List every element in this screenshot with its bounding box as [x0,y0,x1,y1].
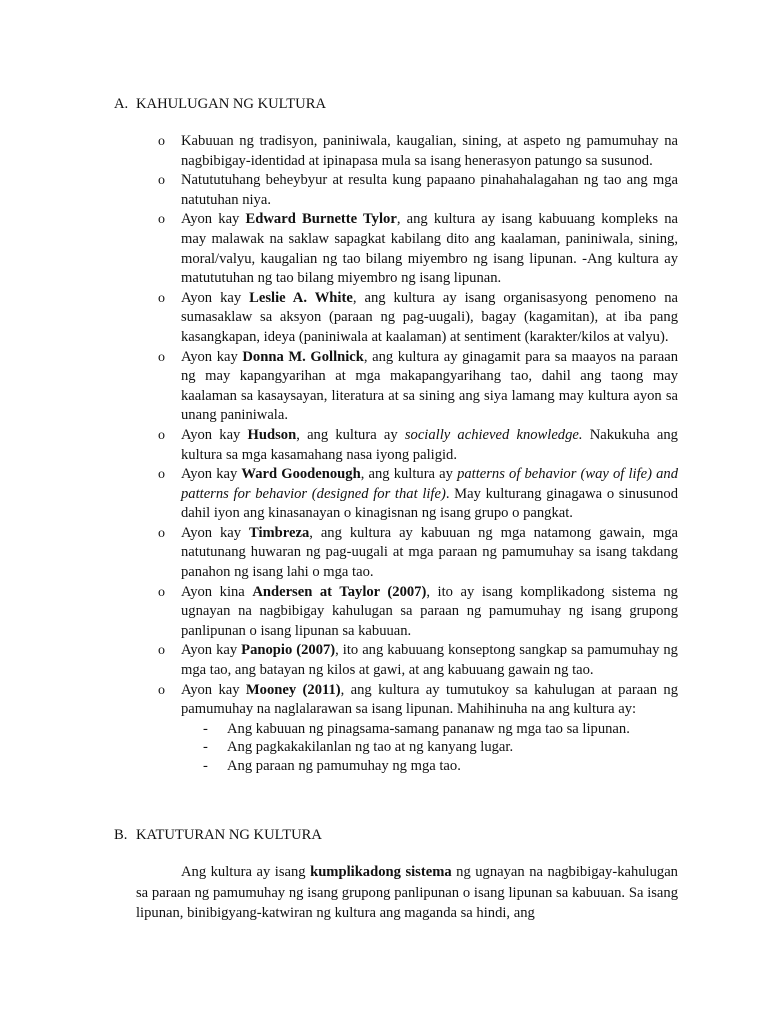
section-b-heading [114,825,322,845]
section-a-title: KAHULUGAN NG KULTURA [136,96,326,112]
text-run: , ang kultura ay tumutukoy sa kahulugan at paraan ng pamumuhay na naglalarawan sa isang lipunan. Mahihinuha na ang kultura ay: [181,681,678,718]
bold-text: Andersen at Taylor (2007) [252,583,427,600]
list-item [158,348,678,426]
text-run: Ayon kay [181,426,248,443]
text-run: Ayon kay [181,211,246,228]
list-item [158,681,678,776]
bold-text: Leslie A. White [249,289,353,306]
definitions-list [158,132,678,775]
list-item [158,641,678,680]
circle-bullet-icon: o [158,525,165,541]
text-run: Ayon kay [181,642,242,659]
circle-bullet-icon: o [158,682,165,698]
bold-text: Hudson [247,426,297,443]
section-b-letter: B. [114,827,128,843]
circle-bullet-icon: o [158,427,165,443]
text-run: , ito ay isang komplikadong sistema ng ugnayan na nagbibigay kahulugan sa paraan ng pamumuhay ng isang grupong panlipunan o isang lipunan sa kabuuan. [181,583,678,639]
list-item [158,426,678,465]
text-run: Ayon kay [181,681,246,698]
sub-list-item [203,738,678,757]
list-item [158,465,678,524]
text-run: Ayon kay [181,289,250,306]
italic-text: socially achieved knowledge. [404,426,583,443]
sub-list-item [203,720,678,739]
bold-text: Edward Burnette Tylor [245,211,397,228]
sub-list [181,720,678,776]
text-run: , ito ang kabuuang konseptong sangkap sa pamumuhay ng mga tao, ang batayan ng kilos at gawi, at ang kabuuang gawain ng tao. [181,642,678,679]
circle-bullet-icon: o [158,467,165,483]
sub-list-text: Ang pagkakakilanlan ng tao at ng kanyang lugar. [227,739,514,756]
text-run: Kabuuan ng tradisyon, paniniwala, kaugalian, sining, at aspeto ng pamumuhay na nagbibigay-identidad at ipinapasa mula sa isang henerasyon patungo sa susunod. [181,133,678,169]
sub-list-text: Ang kabuuan ng pinagsama-samang pananaw ng mga tao sa lipunan. [227,720,630,737]
text-run: . May kulturang ginagawa o sinusunod dahil iyon ang kinasanayan o kinagisnan ng isang grupo o pangkat. [181,485,678,522]
dash-bullet-icon: - [203,720,208,737]
text-run: , ang kultura ay isang kabuuang kompleks na may malawak na saklaw sapagkat kabilang dito ang kaalaman, paniniwala, sining, moral/valyu, kaugalian ng tao bilang miyembro ng isang lipunan. -Ang kultura ay matututuhan ng tao bilang miyembro ng isang lipunan. [181,211,678,287]
sub-list-item [203,757,678,776]
text-run: , ang kultura ay kabuuan ng mga natamong gawain, mga natutunang huwaran ng pag-uugali at mga paraan ng pamumuhay sa isang takdang panahon ng isang lahi o mga tao. [181,524,678,581]
dash-bullet-icon: - [203,739,208,756]
section-b-title: KATUTURAN NG KULTURA [136,827,322,843]
section-b-paragraph [136,862,678,924]
text-run: , ang kultura ay ginagamit para sa maayos na paraan ng may kapangyarihan at mga makapangyarihang tao, dahil ang taong may kaalaman sa kasaysayan, literatura at sa sining ang siya lamang may kultura ayon sa unang paniniwala. [181,348,678,424]
text-run: Nakukuha ang kultura sa mga kasamahang nasa iyong paligid. [181,426,678,463]
text-run: , ang kultura ay [360,466,458,483]
bold-text: kumplikadong sistema [310,864,452,880]
dash-bullet-icon: - [203,757,208,774]
section-a-letter: A. [114,96,129,112]
text-run: ng ugnayan na nagbibigay-kahulugan sa paraan ng pamumuhay ng isang grupong panlipunan o isang lipunan sa kabuuan. Sa isang lipunan, binibigyang-katwiran ng kultura ang maganda sa hindi, ang [136,864,678,922]
circle-bullet-icon: o [158,349,165,365]
text-run: Natututuhang beheybyur at resulta kung papaano pinahahalagahan ng tao ang mga natutuhan niya. [181,172,678,208]
text-run: , ang kultura ay [296,426,405,443]
sub-list-text: Ang paraan ng pamumuhay ng mga tao. [227,757,461,774]
circle-bullet-icon: o [158,212,165,228]
text-run: Ayon kay [181,466,242,483]
text-run: Ang kultura ay isang [181,864,311,880]
list-item [158,289,678,348]
text-run: , ang kultura ay isang organisasyong penomeno na sumasaklaw sa aksyon (paraan ng pag-uugali), bagay (kagamitan), at iba pang kasangkapan, ideya (paniniwala at kaalaman) at sentiment (karakter/kilos at valyu). [181,289,678,345]
list-item [158,583,678,642]
text-run: Ayon kay [181,524,249,541]
bold-text: Panopio (2007) [241,642,336,659]
list-item [158,171,678,210]
bold-text: Donna M. Gollnick [242,348,364,365]
circle-bullet-icon: o [158,134,165,149]
bold-text: Ward Goodenough [241,466,361,483]
section-a-heading [114,94,326,114]
list-item [158,132,678,171]
text-run: Ayon kina [181,583,253,600]
circle-bullet-icon: o [158,643,165,659]
bold-text: Mooney (2011) [245,681,341,698]
list-item [158,524,678,583]
circle-bullet-icon: o [158,173,165,189]
italic-text: patterns of behavior (way of life) and patterns for behavior (designed for that life) [181,466,678,502]
circle-bullet-icon: o [158,584,165,600]
bold-text: Timbreza [249,524,310,541]
list-item [158,210,678,288]
circle-bullet-icon: o [158,290,165,306]
text-run: Ayon kay [181,348,243,365]
